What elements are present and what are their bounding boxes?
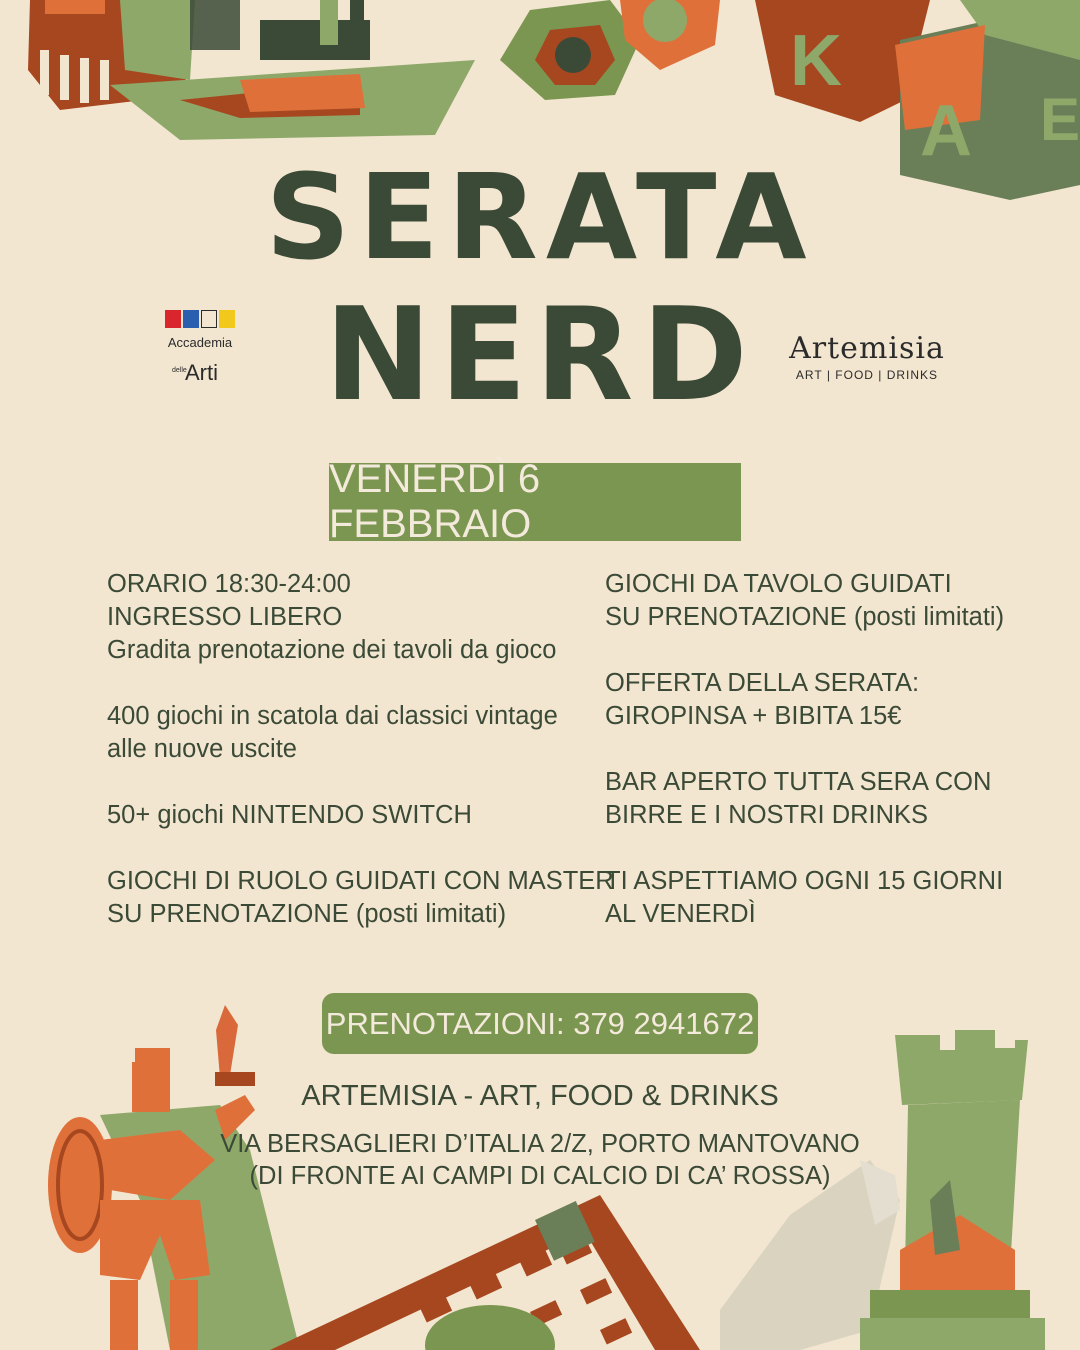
title-line-1: SERATA bbox=[265, 148, 815, 286]
venue-address: VIA BERSAGLIERI D’ITALIA 2/Z, PORTO MANTOVANO bbox=[220, 1130, 860, 1158]
info-line: ORARIO 18:30-24:00 bbox=[107, 570, 351, 598]
logo-right-tagline: ART | FOOD | DRINKS bbox=[795, 368, 939, 382]
artemisia-logo bbox=[772, 332, 962, 388]
info-line: OFFERTA DELLA SERATA: bbox=[605, 669, 920, 697]
info-line: GIOCHI DI RUOLO GUIDATI CON MASTER bbox=[107, 867, 614, 895]
info-line: 400 giochi in scatola dai classici vintage bbox=[107, 702, 558, 730]
venue-landmark: (DI FRONTE AI CAMPI DI CALCIO DI CA’ ROSSA) bbox=[249, 1162, 831, 1190]
info-line: alle nuove uscite bbox=[107, 735, 297, 763]
logo-right-name: Artemisia bbox=[789, 331, 945, 366]
info-line: SU PRENOTAZIONE (posti limitati) bbox=[107, 900, 507, 928]
accademia-delle-arti-logo bbox=[160, 310, 240, 390]
info-line: AL VENERDÌ bbox=[605, 900, 756, 928]
info-line: 50+ giochi NINTENDO SWITCH bbox=[107, 801, 472, 829]
block-letter-k: K bbox=[790, 21, 842, 101]
info-line: BIRRE E I NOSTRI DRINKS bbox=[605, 801, 929, 829]
logo-left-line-2: delle bbox=[172, 367, 187, 374]
block-letter-a: A bbox=[920, 91, 972, 171]
info-line: BAR APERTO TUTTA SERA CON bbox=[605, 768, 992, 796]
info-line: GIROPINSA + BIBITA 15€ bbox=[605, 702, 902, 730]
logo-left-line-3: Arti bbox=[185, 360, 218, 385]
info-line: GIOCHI DA TAVOLO GUIDATI bbox=[605, 570, 952, 598]
info-column-left bbox=[107, 568, 614, 931]
coin-icon bbox=[500, 0, 720, 100]
block-letter-e: E bbox=[1040, 86, 1080, 153]
venue-name: ARTEMISIA - ART, FOOD & DRINKS bbox=[301, 1080, 779, 1112]
info-line: Gradita prenotazione dei tavoli da gioco bbox=[107, 636, 557, 664]
logo-flags-icon bbox=[160, 310, 240, 328]
booking-phone[interactable]: PRENOTAZIONI: 379 2941672 bbox=[322, 993, 758, 1054]
info-column-right bbox=[605, 568, 1065, 931]
title-line-2: NERD bbox=[324, 281, 756, 430]
info-line: INGRESSO LIBERO bbox=[107, 603, 343, 631]
date-banner: VENERDÌ 6 FEBBRAIO bbox=[329, 463, 741, 541]
info-line: TI ASPETTIAMO OGNI 15 GIORNI bbox=[605, 867, 1004, 895]
game-board-icon bbox=[270, 1195, 700, 1350]
logo-left-line-1: Accademia bbox=[167, 335, 233, 350]
info-line: SU PRENOTAZIONE (posti limitati) bbox=[605, 603, 1005, 631]
